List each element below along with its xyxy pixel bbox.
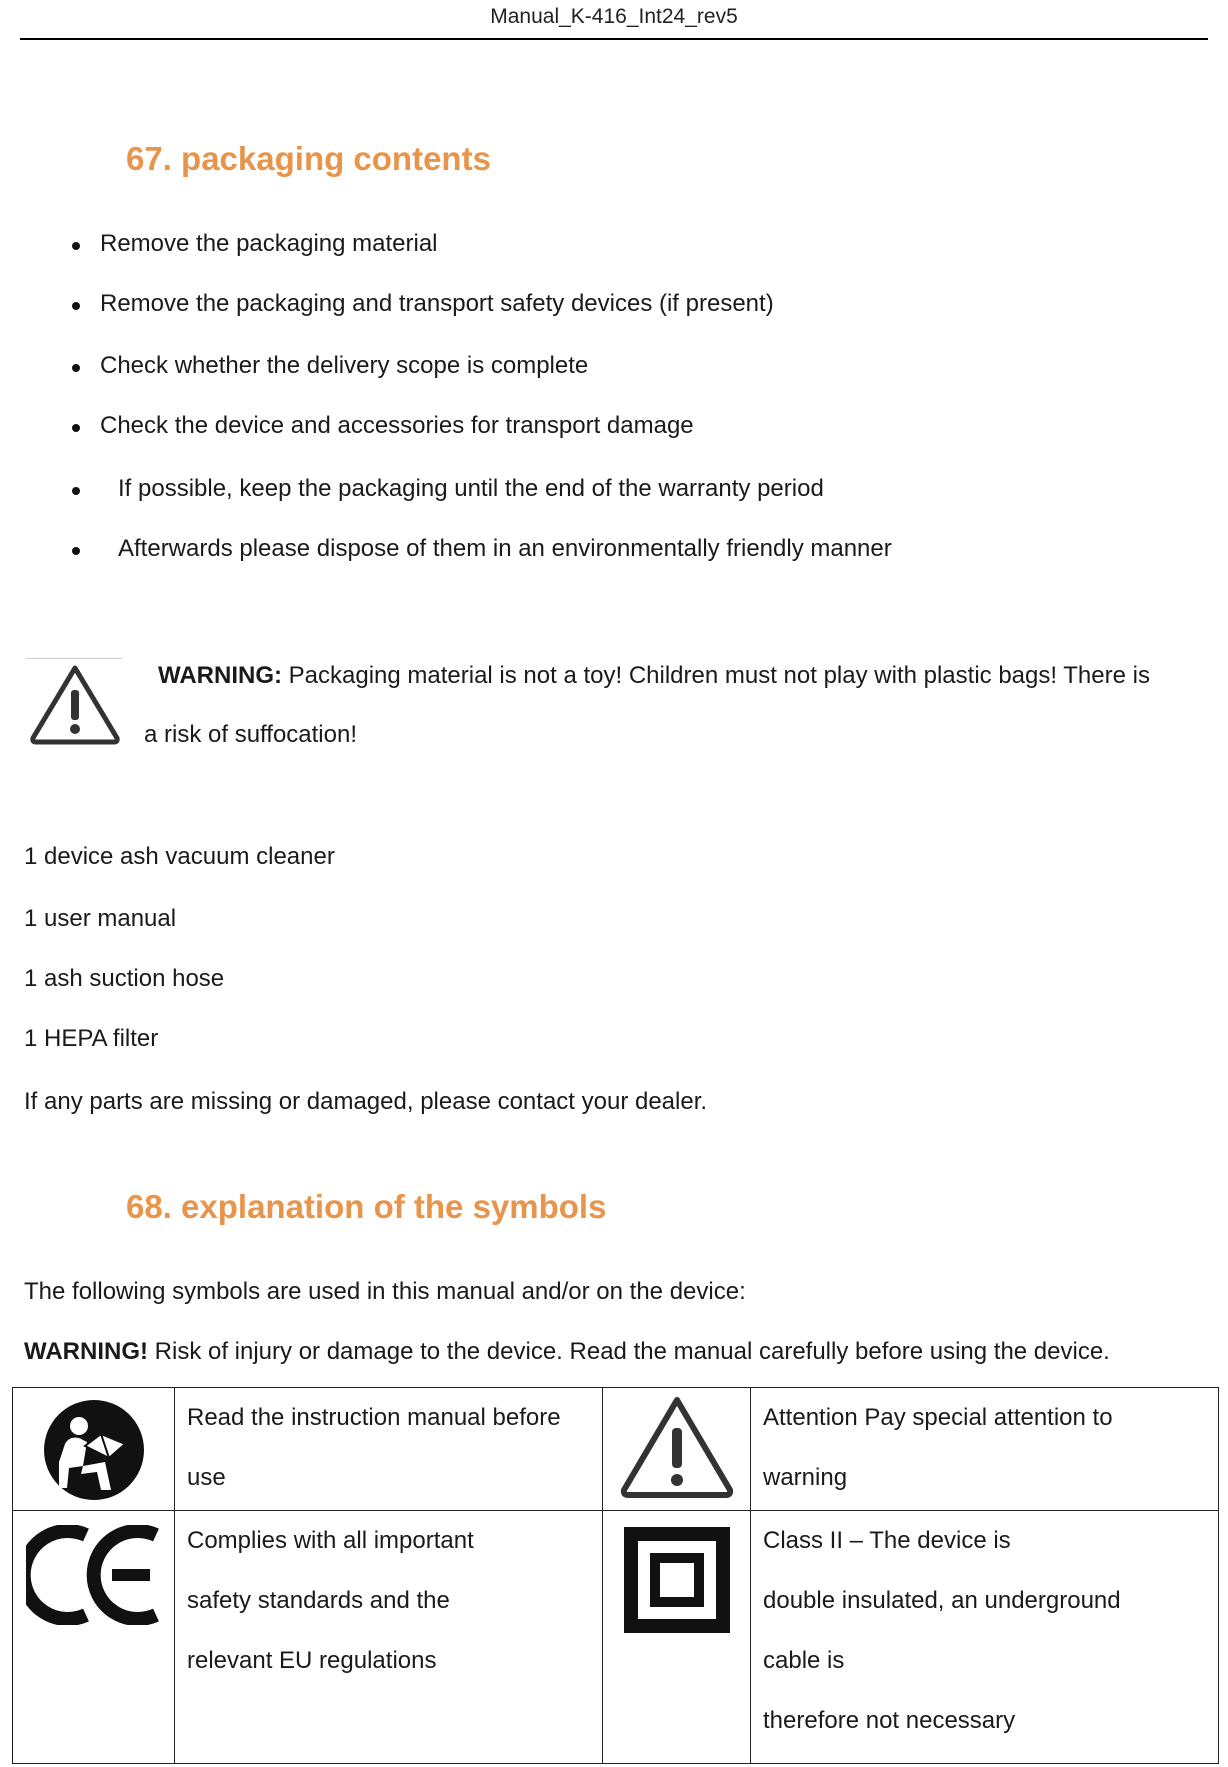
table-cell-icon (13, 1511, 175, 1764)
document-id: Manual_K-416_Int24_rev5 (490, 5, 738, 28)
symbols-table (12, 1387, 1219, 1764)
content-item: 1 device ash vacuum cleaner (24, 843, 335, 870)
list-item-text: Remove the packaging and transport safety devices (if present) (100, 290, 774, 317)
cell-line: use (187, 1464, 226, 1491)
class-ii-double-square-icon (624, 1527, 730, 1633)
content-item: 1 HEPA filter (24, 1025, 159, 1052)
cell-line: Read the instruction manual before (187, 1404, 561, 1431)
page-header (20, 0, 1208, 40)
section-67-title: 67. packaging contents (126, 140, 491, 177)
cell-line: Complies with all important (187, 1527, 474, 1554)
cell-line: double insulated, an underground (763, 1587, 1121, 1614)
cell-line: safety standards and the (187, 1587, 450, 1614)
table-cell-text (175, 1388, 603, 1511)
cell-line: relevant EU regulations (187, 1647, 437, 1674)
cell-line: Attention Pay special attention to (763, 1404, 1113, 1431)
list-item-text: Remove the packaging material (100, 230, 438, 257)
symbols-warning (24, 1338, 1110, 1366)
warning-label: WARNING: (158, 662, 282, 689)
list-item-text: Check the device and accessories for transport damage (100, 412, 694, 439)
bullet-icon (72, 424, 80, 432)
read-manual-icon (39, 1396, 149, 1504)
missing-parts-note: If any parts are missing or damaged, please contact your dealer. (24, 1088, 708, 1115)
table-cell-icon (603, 1511, 751, 1764)
content-item: 1 user manual (24, 905, 177, 932)
cell-line: warning (763, 1464, 848, 1491)
table-row (13, 1388, 1219, 1511)
cell-line: Class II – The device is (763, 1527, 1011, 1554)
cell-line: therefore not necessary (763, 1707, 1016, 1734)
section-68-title: 68. explanation of the symbols (126, 1188, 607, 1225)
table-cell-text (751, 1388, 1219, 1511)
list-item-text: Afterwards please dispose of them in an environmentally friendly manner (118, 535, 892, 562)
table-cell-text (751, 1511, 1219, 1764)
bullet-icon (72, 487, 80, 495)
list-item-text: If possible, keep the packaging until the end of the warranty period (118, 475, 824, 502)
symbols-warning-text: Risk of injury or damage to the device. Read the manual carefully before using the device. (147, 1338, 1110, 1365)
table-cell-text (175, 1511, 603, 1764)
bullet-icon (72, 242, 80, 250)
warning-text-line-1 (158, 662, 1150, 690)
divider (26, 658, 122, 659)
warning-triangle-icon (28, 662, 122, 746)
table-cell-icon (603, 1388, 751, 1511)
symbols-intro: The following symbols are used in this manual and/or on the device: (24, 1278, 746, 1305)
warning-text-line-2: a risk of suffocation! (144, 721, 357, 748)
ce-mark-icon (26, 1525, 162, 1625)
warning-triangle-icon (618, 1394, 736, 1500)
bullet-icon (72, 547, 80, 555)
cell-line: cable is (763, 1647, 845, 1674)
bullet-icon (72, 364, 80, 372)
table-cell-icon (13, 1388, 175, 1511)
content-item: 1 ash suction hose (24, 965, 225, 992)
table-row (13, 1511, 1219, 1764)
warning-text: Packaging material is not a toy! Children must not play with plastic bags! There is (281, 662, 1150, 689)
bullet-icon (72, 302, 80, 310)
list-item-text: Check whether the delivery scope is complete (100, 352, 589, 379)
symbols-warning-label: WARNING! (24, 1338, 148, 1365)
